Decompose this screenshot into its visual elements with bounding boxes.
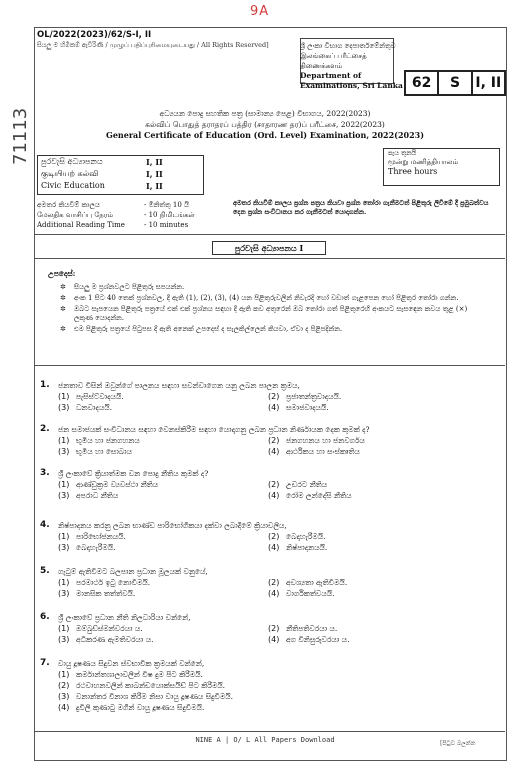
question-7: 7. වායු දූෂණය සිදුවන ස්වභාවික ක්‍රමයක් වන්නේ, (1) කර්මාන්තශාලාවලින් විෂ දුම පිට කිරීමයි. (2) රථවාහනවලින් කාබන්ඩයොක්සයිඩ් පිට කිරීමයි. (3) වනාන්තර විනාශ කිරීම නිසා වායු දූෂණය සිදුවීමයි. (4) දුවිලි කුණාටු මගින් වායු දූෂණය සිදුවීමයි.	[40, 658, 233, 712]
department-name: ශ්‍රී ලංකා විභාග දෙපාර්තමේන්තුව இலங்கைப் பரீட்சைத் திணைக்களம் Department of Examinations, Sri Lanka	[300, 42, 403, 90]
question-3: 3. ශ්‍රී ලංකාවේ ක්‍රියාත්මක වන පොදු නීතිය කුමක් ද? (1) ආණ්ඩුක්‍රම ව්‍යවස්ථා නීතිය (2) උඩරට නීතිය (3) අපරාධ නීතිය (4) රෝම ලන්දේසි නීතිය	[40, 468, 352, 500]
copyright-note: සියලු ම හිමිකම් ඇවිරිණි / முழுப் பதிப்புரிமையுடையது / All Rights Reserved]	[37, 41, 269, 49]
question-4: 4. නිෂ්පාදනය කරනු ලබන භාණ්ඩ පාරිභෝගිකයා දක්වා ලබාදීමේ ක්‍රියාවලිය, (1) පාරිභෝජනයයි. (2) බෙදාහැරීමයි. (3) බෙදාහැරීමයි. (4) නිෂ්පාදනයයි.	[40, 520, 328, 552]
question-5: 5. ගැටුම් ඇතිවීමට බලපාන ප්‍රධාන මූලයක් වනුයේ, (1) පරමාර්ථ ඉටු නොවීමයි. (2) අවශ්‍යතා ඇතිවීමයි. (3) මානසික තත්ත්වයි. (4) වාර්ගිකත්වයයි.	[40, 566, 348, 598]
divider	[35, 258, 505, 259]
reading-time: අමතර කියවීම් කාලය - මිනිත්තු 10 යි மேலதிக வாசிப்பு நேரம் - 10 நிமிடங்கள் Additional Reading Time - 10 minutes	[37, 201, 195, 229]
paper-number: 62	[406, 72, 439, 94]
divider	[35, 365, 505, 366]
part-title: පුරවැසි අධ්‍යාපනය I	[212, 241, 326, 255]
side-number: 71113	[10, 107, 31, 165]
paper-language: S	[439, 72, 472, 94]
instruction-item: ✲ ඔබට සැපයෙන පිළිතුරු පත්‍රයේ එක් එක් ප්‍රශ්නය සඳහා දී ඇති කව අතුරෙන් ඔබ තෝරා ගත් පිළිතුරෙහි අංකයට සැසඳෙන කවය තුළ (×) ලකුණ යොදන්න.	[60, 305, 468, 322]
instructions: උපදෙස්: ✲ සියලු ම ප්‍රශ්නවලට පිළිතුරු සපයන්න. ✲ අංක 1 සිට 40 තෙක් ප්‍රශ්නවල, දී ඇති (1), (2), (3), (4) යන පිළිතුරුවලින් නිවැරදි හෝ වඩාත් ගැළපෙන හෝ පිළිතුර තෝරා ගන්න. ✲ ඔබට සැපයෙන පිළිතුරු පත්‍රයේ එක් එක් ප්‍රශ්නය සඳහා දී ඇති කව අතුරෙන් ඔබ තෝරා ගත් පිළිතුරෙහි අංකයට සැසඳෙන කවය තුළ (×) ලකුණ යොදන්න. ✲ එම පිළිතුරු පත්‍රයේ පිටුපස දී ඇති අනෙක් උපදෙස් ද සැලකිල්ලෙන් කියවා, ඒවා ද පිළිපදින්න.	[48, 269, 488, 336]
duration-box: පැය තුනයි மூன்று மணித்தியாலம் Three hours	[383, 148, 500, 186]
footer-right: [පිටුව බලන්න	[440, 740, 476, 747]
question-6: 6. ශ්‍රී ලංකාවේ ප්‍රධාන නීති නිලධාරියා වන්නේ, (1) ඔම්බුඩ්ස්මන්වරයා ය. (2) නීතිපතිවරයා ය. (3) අධිකරණ ඇමතිවරයා ය. (4) අග විනිසුරුවරයා ය.	[40, 612, 350, 644]
question-1: 1. ජනතාව විසින් ඔවුන්ගේ පාලනය සඳහා සවන්වාගෙන යනු ලබන පාලන ක්‍රමය, (1) පැසිස්ට්වාදයයි. (2) ප්‍රජාතන්ත්‍රවාදයයි. (3) ධනවාදයයි. (4) සමාජවාදයයි.	[40, 380, 342, 412]
reading-note: අමතර කියවීම් කාලය ප්‍රශ්න පත්‍රය කියවා ප්‍රශ්න තෝරා ගැනීමටත් පිළිතුරු ලිවීමේ දී ප්‍රමුඛත්වය දෙන ප්‍රශ්න සංවිධානය කර ගැනීමටත් යොදාගන්න.	[233, 199, 489, 216]
paper-code: OL/2022(2023)/62/S-I, II	[37, 30, 152, 40]
page-tag: 9A	[250, 4, 270, 19]
instruction-item: ✲ අංක 1 සිට 40 තෙක් ප්‍රශ්නවල, දී ඇති (1), (2), (3), (4) යන පිළිතුරුවලින් නිවැරදි හෝ වඩාත් ගැළපෙන හෝ පිළිතුර තෝරා ගන්න.	[60, 294, 459, 302]
paper-part: I, II	[475, 75, 502, 91]
paper-number-box	[404, 70, 506, 96]
footer-divider	[35, 731, 505, 732]
instruction-item: ✲ සියලු ම ප්‍රශ්නවලට පිළිතුරු සපයන්න.	[60, 283, 185, 291]
instruction-item: ✲ එම පිළිතුරු පත්‍රයේ පිටුපස දී ඇති අනෙක් උපදෙස් ද සැලකිල්ලෙන් කියවා, ඒවා ද පිළිපදින්න.	[60, 325, 343, 333]
subject-box: පුරවැසි අධ්‍යාපනය I, II குடியியற் கல்வி I, II Civic Education I, II	[37, 155, 204, 195]
divider	[35, 234, 505, 235]
exam-title: අධ්‍යයන පොදු සහතික පත්‍ර (සාමාන්‍ය පෙළ) විභාගය, 2022(2023) கல்விப் பொதுத் தராதரப் பத்திர (சாதாரண தர)ப் பரீட்சை, 2022(2023) General Certificate of Education (Ord. Level) Examination, 2022(2023)	[105, 109, 424, 140]
footer-text: NINE A | O/ L All Papers Download	[195, 736, 335, 744]
question-2: 2. ජන සමාජයක් සංවිධානය සඳහා වෙනස්කිරීම සඳහා යොදාගනු ලබන ප්‍රධාන නිර්ණායක දෙක කුමක් ද? (1) භූමිය හා ජනගහනය (2) ජනගහනය හා ජනවර්ගය (3) භූමිය හා සොබාය (4) ආර්ථිකය හා සංස්කෘතිය	[40, 424, 370, 456]
